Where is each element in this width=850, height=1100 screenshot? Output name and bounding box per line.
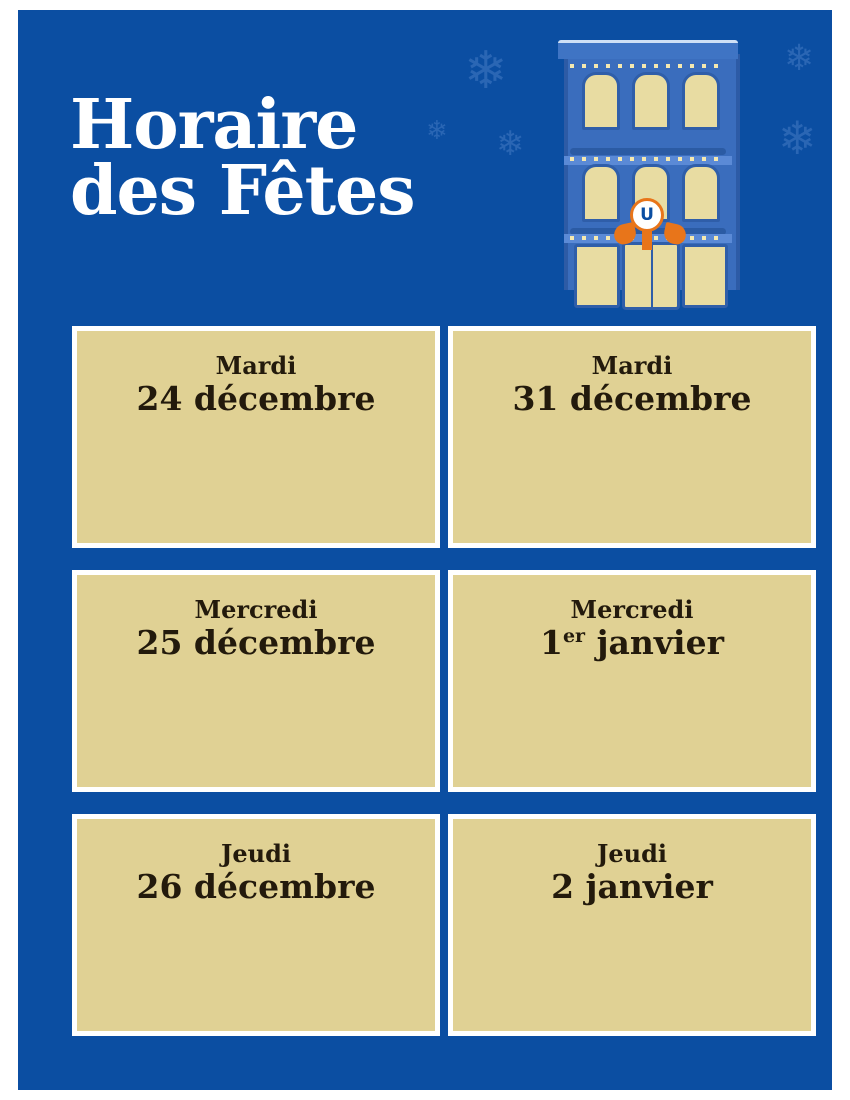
- storefront-window-top-1: [582, 72, 620, 130]
- snowflake-large-right-icon: ❄: [778, 113, 817, 164]
- title-line-2: des Fêtes: [70, 151, 415, 232]
- schedule-card-day: Jeudi: [221, 839, 291, 868]
- snowflake-large-left-icon: ❄: [464, 43, 508, 100]
- schedule-card: [448, 570, 816, 792]
- schedule-card: [72, 326, 440, 548]
- storefront-roof: [558, 40, 738, 59]
- storefront-display-window-left: [574, 244, 620, 308]
- brand-logo-letter: U: [640, 204, 654, 225]
- schedule-card-date-month: janvier: [585, 623, 724, 663]
- schedule-card: [72, 814, 440, 1036]
- snowflake-small-left-icon: ❄: [426, 116, 448, 145]
- storefront-window-top-2: [632, 72, 670, 130]
- schedule-card-day: Jeudi: [597, 839, 667, 868]
- door-divider: [651, 245, 653, 307]
- schedule-card-date: 24 décembre: [136, 379, 376, 419]
- schedule-card-date: 31 décembre: [512, 379, 752, 419]
- storefront-display-window-right: [682, 244, 728, 308]
- snowflake-small-right-icon: ❄: [784, 38, 815, 78]
- schedule-card: [448, 326, 816, 548]
- storefront-window-mid-3: [682, 164, 720, 222]
- storefront-door: [622, 242, 680, 310]
- schedule-card-date-ordinal: er: [562, 625, 586, 648]
- brand-logo-icon: [630, 198, 664, 232]
- storefront-illustration: [554, 38, 742, 296]
- title-line-1: Horaire: [70, 84, 358, 165]
- ribbon-tail-icon: [642, 230, 652, 250]
- schedule-card: [72, 570, 440, 792]
- schedule-card-date: 2 janvier: [551, 867, 713, 907]
- schedule-card-day: Mercredi: [570, 595, 694, 624]
- schedule-card: [448, 814, 816, 1036]
- poster-background: [18, 10, 832, 1090]
- schedule-card-date: 26 décembre: [136, 867, 376, 907]
- string-lights-top-icon: [570, 64, 726, 68]
- string-lights-middle-icon: [570, 157, 726, 161]
- schedule-card-date: 25 décembre: [136, 623, 376, 663]
- storefront-window-mid-1: [582, 164, 620, 222]
- schedule-grid: [72, 326, 816, 1036]
- schedule-card-date-number: 1: [540, 623, 563, 663]
- page-title: [70, 84, 490, 232]
- schedule-card-date: [453, 625, 811, 661]
- schedule-card-day: Mardi: [591, 351, 673, 380]
- storefront-window-top-3: [682, 72, 720, 130]
- garland-upper-icon: [570, 148, 726, 155]
- schedule-card-day: Mercredi: [194, 595, 318, 624]
- schedule-card-day: Mardi: [215, 351, 297, 380]
- snowflake-medium-left-icon: ❄: [496, 126, 525, 163]
